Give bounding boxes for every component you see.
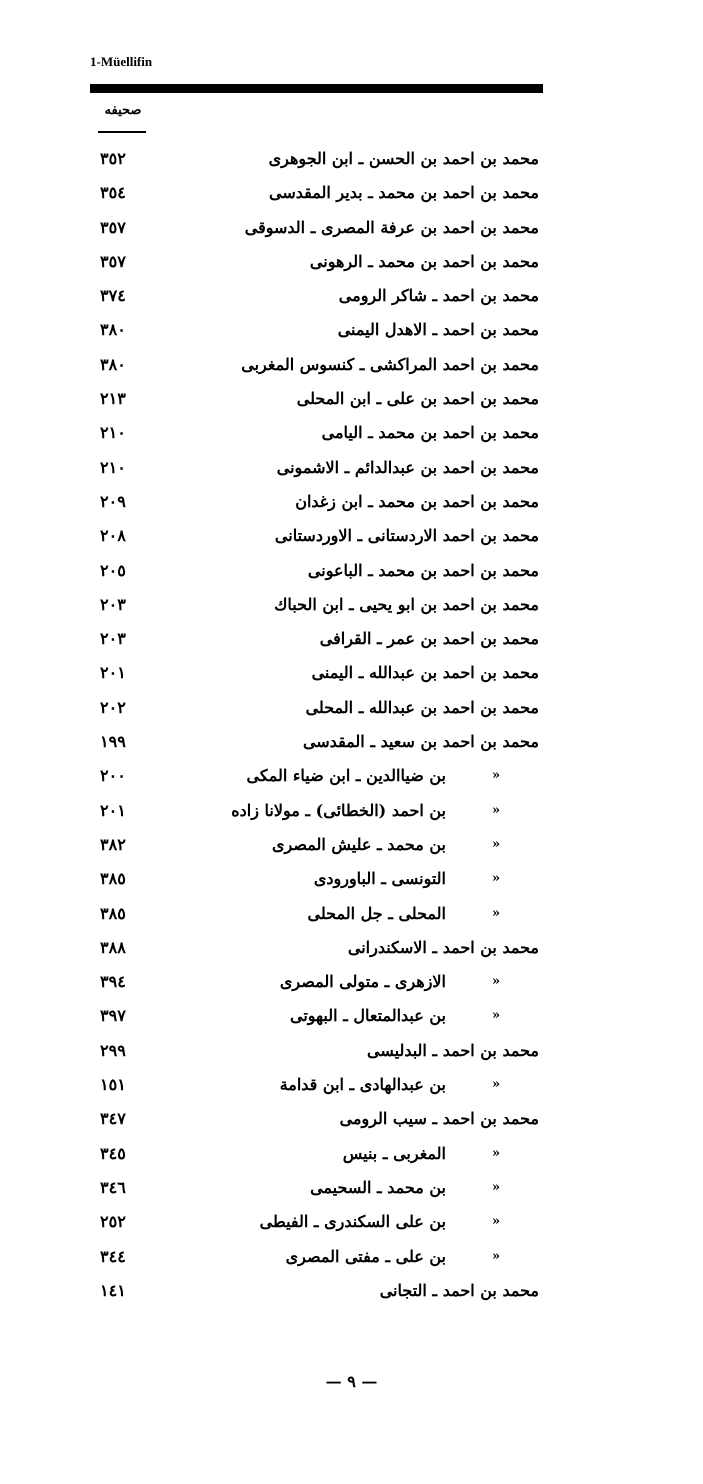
entry-author-name: محمد بن احمد بن سعيد ـ المقدسى	[302, 732, 539, 752]
entry-author-name: بن ضياالدين ـ ابن ضياء المكى	[246, 766, 446, 786]
index-entry	[0, 725, 703, 759]
entry-page-number: ١٥١	[100, 1075, 126, 1095]
index-entry	[0, 451, 703, 485]
entry-page-number: ٣٨٨	[100, 937, 126, 957]
entry-page-number: ٢٠٠	[100, 766, 126, 786]
entry-page-number: ٣٥٤	[100, 183, 126, 203]
entry-author-name: محمد بن احمد بن عبدالله ـ اليمنى	[311, 663, 539, 683]
page-header-title: 1-Müellifin	[90, 54, 153, 69]
index-entry	[0, 999, 703, 1033]
index-entry	[0, 245, 703, 279]
entry-page-number: ٢٠٨	[100, 526, 126, 546]
entry-author-name: محمد بن احمد بن الحسن ـ ابن الجوهرى	[268, 149, 539, 168]
entry-page-number: ٣٨٢	[100, 834, 126, 854]
index-entry	[0, 485, 703, 519]
index-entry	[0, 1240, 703, 1274]
ditto-mark: »	[491, 836, 501, 852]
entry-page-number: ٣٥٧	[100, 251, 126, 271]
entry-page-number: ٢٠٣	[100, 594, 126, 614]
index-entry	[0, 1034, 703, 1068]
entry-page-number: ٣٥٢	[100, 149, 126, 168]
index-entry	[0, 211, 703, 245]
entry-author-name: المحلى ـ جل المحلى	[307, 903, 446, 923]
entry-author-name: بن محمد ـ عليش المصرى	[271, 834, 446, 854]
entry-author-name: محمد بن احمد ـ البدليسى	[367, 1040, 539, 1060]
entry-page-number: ٣٩٧	[100, 1006, 126, 1026]
entry-page-number: ٢٠٩	[100, 491, 126, 511]
entry-page-number: ٣٨٠	[100, 354, 126, 374]
entry-author-name: بن على السكندرى ـ الفيطى	[259, 1212, 446, 1232]
ditto-mark: »	[491, 1214, 501, 1230]
index-entry	[0, 348, 703, 382]
index-entry	[0, 931, 703, 965]
entry-page-number: ٢٠١	[100, 800, 126, 820]
entry-author-name: محمد بن احمد بن محمد ـ الباعونى	[307, 560, 539, 580]
index-entry	[0, 862, 703, 896]
entry-author-name: بن على ـ مفتى المصرى	[285, 1246, 446, 1266]
index-entry	[0, 656, 703, 690]
ditto-mark: »	[491, 974, 501, 990]
ditto-mark: »	[491, 1179, 501, 1195]
entry-author-name: بن محمد ـ السحيمى	[310, 1177, 446, 1197]
entry-author-name: بن عبدالمتعال ـ البهوتى	[290, 1006, 446, 1026]
index-entry	[0, 828, 703, 862]
page-column-label: صحيفه	[104, 103, 142, 118]
ditto-mark: »	[491, 768, 501, 784]
index-entry	[0, 1068, 703, 1102]
entry-author-name: محمد بن احمد ـ التجانى	[379, 1280, 539, 1300]
page-number: — ٩ —	[325, 1372, 378, 1391]
entry-author-name: المغربى ـ بنيس	[342, 1143, 446, 1163]
entry-author-name: محمد بن احمد الاردستانى ـ الاوردستانى	[274, 526, 539, 546]
ditto-mark: »	[491, 1145, 501, 1161]
entry-author-name: الازهرى ـ متولى المصرى	[279, 972, 446, 992]
entry-author-name: محمد بن احمد بن على ـ ابن المحلى	[296, 389, 539, 409]
ditto-mark: »	[491, 1248, 501, 1264]
entry-page-number: ١٩٩	[100, 732, 126, 752]
index-entry	[0, 588, 703, 622]
entry-page-number: ٢١٣	[100, 389, 126, 409]
entry-author-name: محمد بن احمد بن محمد ـ بدير المقدسى	[269, 183, 539, 203]
entry-author-name: محمد بن احمد بن ابو يحيى ـ ابن الحباك	[274, 594, 539, 614]
index-entry	[0, 279, 703, 313]
entry-author-name: بن احمد (الخطائى) ـ مولانا زاده	[231, 800, 446, 820]
entry-author-name: محمد بن احمد المراكشى ـ كنسوس المغربى	[241, 354, 539, 374]
index-entry	[0, 1137, 703, 1171]
entry-page-number: ١٤١	[100, 1280, 126, 1300]
entry-page-number: ٣٧٤	[100, 286, 126, 306]
entry-page-number: ٣٤٤	[100, 1246, 126, 1266]
entry-page-number: ٣٨٥	[100, 903, 126, 923]
entry-page-number: ٢١٠	[100, 457, 126, 477]
entry-author-name: محمد بن احمد بن عرفة المصرى ـ الدسوقى	[244, 217, 539, 237]
entry-page-number: ٣٨٥	[100, 869, 126, 889]
entry-author-name: محمد بن احمد بن عمر ـ القرافى	[319, 629, 539, 649]
index-entry	[0, 622, 703, 656]
entry-page-number: ٢٠٣	[100, 629, 126, 649]
header-rule	[90, 84, 543, 93]
entry-author-name: محمد بن احمد بن محمد ـ ابن زغدان	[295, 491, 539, 511]
ditto-mark: »	[491, 802, 501, 818]
entry-author-name: محمد بن احمد بن محمد ـ الرهونى	[309, 251, 539, 271]
entry-author-name: محمد بن احمد ـ الاهدل اليمنى	[337, 320, 539, 340]
entry-page-number: ٣٤٧	[100, 1109, 126, 1129]
entry-page-number: ٣٨٠	[100, 320, 126, 340]
entry-page-number: ٣٩٤	[100, 972, 126, 992]
index-entry	[0, 691, 703, 725]
index-entry	[0, 382, 703, 416]
entry-page-number: ٢٠٢	[100, 697, 126, 717]
index-entry	[0, 176, 703, 210]
entry-author-name: محمد بن احمد ـ سيب الرومى	[339, 1109, 539, 1129]
index-entry	[0, 794, 703, 828]
index-entry	[0, 142, 703, 176]
column-label-underline	[98, 131, 146, 133]
index-entries	[0, 142, 703, 1308]
entry-page-number: ٢٩٩	[100, 1040, 126, 1060]
entry-page-number: ٣٤٥	[100, 1143, 126, 1163]
entry-author-name: محمد بن احمد ـ شاكر الرومى	[338, 286, 539, 306]
entry-author-name: محمد بن احمد بن عبدالله ـ المحلى	[305, 697, 539, 717]
index-entry	[0, 1274, 703, 1308]
index-entry	[0, 1102, 703, 1136]
entry-author-name: محمد بن احمد ـ الاسكندرانى	[347, 937, 539, 957]
entry-author-name: محمد بن احمد بن عبدالدائم ـ الاشمونى	[276, 457, 539, 477]
ditto-mark: »	[491, 1008, 501, 1024]
index-entry	[0, 1171, 703, 1205]
index-entry	[0, 519, 703, 553]
index-entry	[0, 1205, 703, 1239]
index-entry	[0, 313, 703, 347]
entry-page-number: ٢٠٥	[100, 560, 126, 580]
entry-author-name: محمد بن احمد بن محمد ـ اليامى	[321, 423, 539, 443]
entry-page-number: ٢١٠	[100, 423, 126, 443]
index-entry	[0, 554, 703, 588]
entry-page-number: ٣٤٦	[100, 1177, 126, 1197]
entry-author-name: التونسى ـ الباورودى	[313, 869, 446, 889]
index-entry	[0, 965, 703, 999]
entry-page-number: ٣٥٧	[100, 217, 126, 237]
index-entry	[0, 759, 703, 793]
ditto-mark: »	[491, 871, 501, 887]
entry-author-name: بن عبدالهادى ـ ابن قدامة	[279, 1075, 446, 1095]
entry-page-number: ٢٥٢	[100, 1212, 126, 1232]
ditto-mark: »	[491, 1077, 501, 1093]
index-entry	[0, 416, 703, 450]
index-entry	[0, 897, 703, 931]
entry-page-number: ٢٠١	[100, 663, 126, 683]
ditto-mark: »	[491, 905, 501, 921]
